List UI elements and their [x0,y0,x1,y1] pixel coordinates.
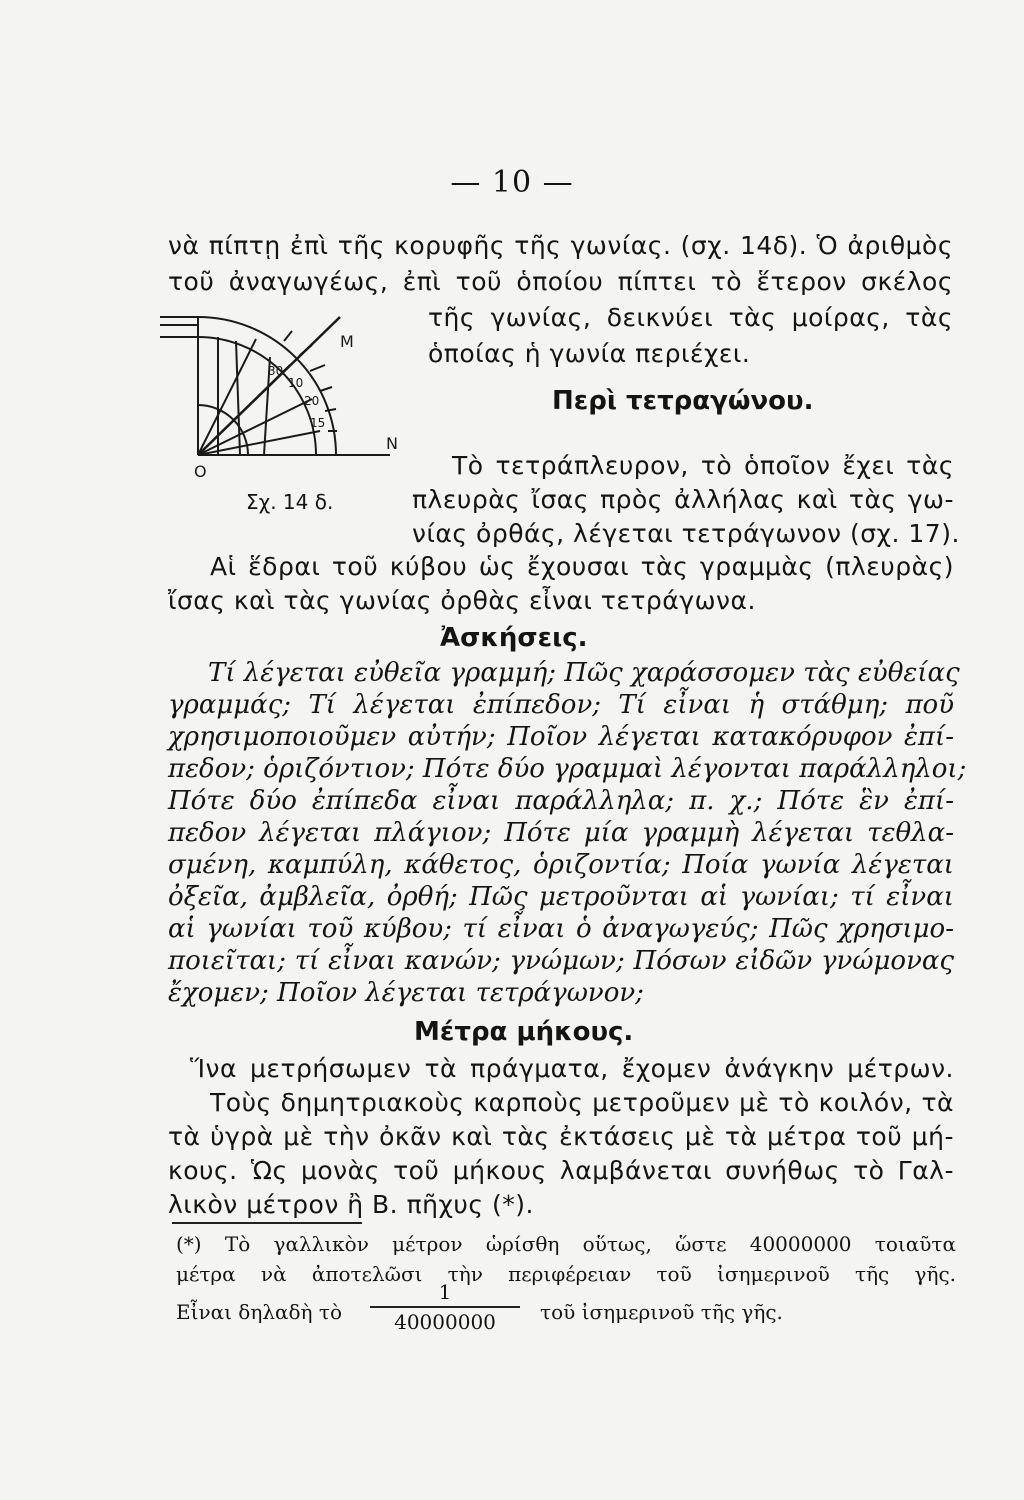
square-line-3: νίας ὀρθάς, λέγεται τετράγωνον (σχ. 17). [412,519,960,548]
square-line-1: Τὸ τετράπλευρον, τὸ ὁποῖον ἔχει τὰς [452,451,954,480]
scale-label-3: 30 [268,364,284,378]
exercise-line-10: ποιεῖται; τί εἶναι κανών; γνώμων; Πόσων εἰδῶν γνώμονας [168,946,954,976]
figure-caption: Σχ. 14 δ. [246,490,334,514]
label-m: Μ [340,332,354,351]
heading-square: Περὶ τετραγώνου. [552,386,814,416]
heading-exercises: Ἀσκήσεις. [440,623,588,653]
footnote-line-1: (*) Τὸ γαλλικὸν μέτρον ὡρίσθη οὕτως, ὥστε 40000000 τοιαῦτα [176,1232,956,1256]
exercise-line-6: πεδον λέγεται πλάγιον; Πότε μία γραμμὴ λέγεται τεθλα- [168,818,954,848]
square-line-4: Αἱ ἕδραι τοῦ κύβου ὡς ἔχουσαι τὰς γραμμὰς (πλευρὰς) [210,552,954,581]
footnote-fraction [370,1280,520,1334]
page-number: — 10 — [450,165,574,200]
protractor-figure [160,295,410,485]
footnote-rule [172,1222,362,1224]
length-line-1: Ἵνα μετρήσωμεν τὰ πράγματα, ἔχομεν ἀνάγκην μέτρων. [190,1054,954,1083]
exercise-line-3: χρησιμοποιοῦμεν αὐτήν; Ποῖον λέγεται κατακόρυφον ἐπί- [168,722,954,752]
length-line-5: λικὸν μέτρον ἢ Β. πῆχυς (*). [168,1190,534,1219]
scale-label-4: 15 [310,416,326,430]
length-line-3: τὰ ὑγρὰ μὲ τὴν ὀκᾶν καὶ τὰς ἐκτάσεις μὲ τὰ μέτρα τοῦ μή- [168,1122,954,1151]
intro-line-4: ὁποίας ἡ γωνία περιέχει. [428,339,751,368]
square-line-2: πλευρὰς ἴσας πρὸς ἀλλήλας καὶ τὰς γω- [412,485,954,514]
fraction-denominator: 40000000 [394,1310,496,1334]
exercise-line-8: ὀξεῖα, ἀμβλεῖα, ὀρθή; Πῶς μετροῦνται αἱ γωνίαι; τί εἶναι [168,882,954,912]
scale-label-2: 20 [304,394,320,408]
square-line-5: ἴσας καὶ τὰς γωνίας ὀρθὰς εἶναι τετράγωνα. [168,586,756,615]
exercise-line-2: γραμμάς; Τί λέγεται ἐπίπεδον; Τί εἶναι ἡ στάθμη; ποῦ [168,690,954,720]
exercise-line-11: ἔχομεν; Ποῖον λέγεται τετράγωνον; [168,978,644,1008]
fraction-numerator: 1 [370,1280,520,1308]
footnote-suffix: τοῦ ἰσημερινοῦ τῆς γῆς. [540,1300,783,1324]
intro-line-2: τοῦ ἀναγωγέως, ἐπὶ τοῦ ὁποίου πίπτει τὸ ἕτερον σκέλος [168,267,953,296]
exercise-line-5: Πότε δύο ἐπίπεδα εἶναι παράλληλα; π. χ.; Πότε ἓν ἐπί- [168,786,954,816]
intro-line-3: τῆς γωνίας, δεικνύει τὰς μοίρας, τὰς [428,303,953,332]
scale-label-1: 10 [288,376,304,390]
exercise-line-9: αἱ γωνίαι τοῦ κύβου; τί εἶναι ὁ ἀναγωγεύς; Πῶς χρησιμο- [168,914,954,944]
heading-length: Μέτρα μήκους. [414,1017,634,1047]
exercise-line-7: σμένη, καμπύλη, κάθετος, ὁριζοντία; Ποία γωνία λέγεται [168,850,954,880]
intro-line-1: νὰ πίπτῃ ἐπὶ τῆς κορυφῆς τῆς γωνίας. (σχ. 14δ). Ὁ ἀριθμὸς [168,231,953,260]
exercise-line-4: πεδον; ὁριζόντιον; Πότε δύο γραμμαὶ λέγονται παράλληλοι; [168,754,967,784]
length-line-2: Τοὺς δημητριακοὺς καρποὺς μετροῦμεν μὲ τὸ κοιλόν, τὰ [210,1088,954,1117]
footnote-prefix: Εἶναι δηλαδὴ τὸ [176,1300,342,1324]
label-o: Ο [194,462,207,481]
exercise-line-1: Τί λέγεται εὐθεῖα γραμμή; Πῶς χαράσσομεν τὰς εὐθείας [208,658,960,688]
label-n: Ν [386,434,398,453]
footnote-line-2: μέτρα νὰ ἀποτελῶσι τὴν περιφέρειαν τοῦ ἰσημερινοῦ τῆς γῆς. [176,1262,956,1286]
length-line-4: κους. Ὡς μονὰς τοῦ μήκους λαμβάνεται συνήθως τὸ Γαλ- [168,1156,954,1185]
